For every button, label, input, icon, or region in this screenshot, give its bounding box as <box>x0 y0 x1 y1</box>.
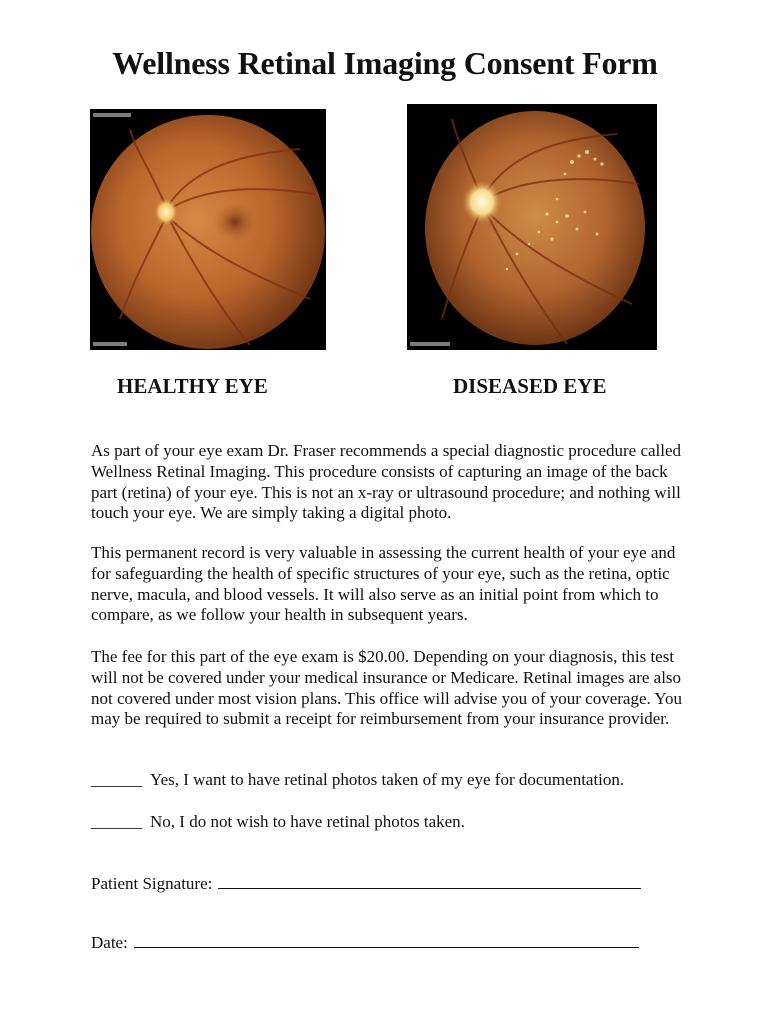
consent-no-blank[interactable]: ______ <box>91 812 142 831</box>
patient-signature-row <box>91 872 641 894</box>
patient-signature-label: Patient Signature: <box>91 874 213 893</box>
retina-photo-icon <box>407 104 657 350</box>
intro-paragraph: As part of your eye exam Dr. Fraser recommends a special diagnostic procedure called Wellness Retinal Imaging. This procedure consists of capturing an image of the back part (retina) of your eye. This is not an x-ray or ultrasound procedure; and nothing will touch your eye. We are simply taking a digital photo. <box>91 441 682 523</box>
record-value-paragraph: This permanent record is very valuable in assessing the current health of your eye and for safeguarding the health of specific structures of your eye, such as the retina, optic nerve, macula, and blood vessels. It will also serve as an initial point from which to compare, as we follow your health in subsequent years. <box>91 543 676 625</box>
retina-photo-icon <box>90 109 326 350</box>
fee-paragraph: The fee for this part of the eye exam is $20.00. Depending on your diagnosis, this test will not be covered under your medical insurance or Medicare. Retinal images are also not covered under most vision plans. This office will advise you of your coverage. You may be required to submit a receipt for reimbursement from your insurance provider. <box>91 647 682 729</box>
healthy-eye-photo <box>90 109 326 350</box>
consent-no-option[interactable] <box>91 812 465 832</box>
healthy-eye-caption: HEALTHY EYE <box>117 374 268 398</box>
date-label: Date: <box>91 933 128 952</box>
diseased-eye-photo <box>407 104 657 350</box>
patient-signature-line[interactable] <box>218 872 641 889</box>
date-row <box>91 931 639 953</box>
consent-yes-option[interactable] <box>91 770 624 790</box>
consent-no-label: No, I do not wish to have retinal photos taken. <box>150 812 465 831</box>
form-title: Wellness Retinal Imaging Consent Form <box>112 45 658 81</box>
date-line[interactable] <box>134 931 639 948</box>
consent-yes-label: Yes, I want to have retinal photos taken of my eye for documentation. <box>150 770 625 789</box>
consent-yes-blank[interactable]: ______ <box>91 770 142 789</box>
diseased-eye-caption: DISEASED EYE <box>453 374 607 398</box>
